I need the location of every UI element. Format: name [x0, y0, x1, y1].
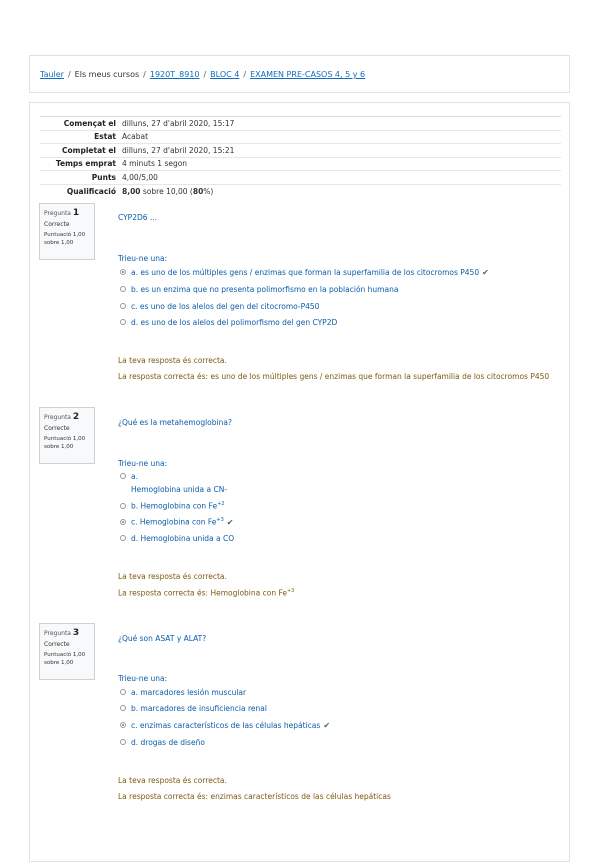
right-answer-2: [118, 588, 294, 598]
radio-icon[interactable]: [120, 503, 126, 509]
correct-check-icon: ✔: [323, 721, 331, 730]
radio-selected-icon[interactable]: [120, 722, 126, 728]
breadcrumb-link-tauler[interactable]: Tauler: [40, 70, 64, 79]
answer-prompt-3: Trieu-ne una:: [118, 674, 168, 683]
superscript: +3: [286, 588, 295, 594]
summary-row-state: [40, 130, 561, 144]
correct-check-icon: ✔: [226, 517, 234, 527]
answer-option-3d[interactable]: [120, 738, 205, 747]
breadcrumb-bar: [29, 55, 570, 93]
question-info-3: [39, 623, 95, 680]
question-number: 1: [72, 208, 80, 218]
question-state: Correcte: [44, 641, 70, 649]
summary-value: dilluns, 27 d'abril 2020, 15:17: [122, 118, 235, 128]
feedback-2: La teva resposta és correcta.: [118, 572, 227, 581]
main-region: [29, 102, 570, 862]
summary-row-started: [40, 117, 561, 131]
question-grade-max: sobre 1,00: [44, 239, 74, 246]
option-label: d. Hemoglobina unida a CO: [131, 534, 235, 543]
option-label: c. enzimas característicos de las células hepáticas: [131, 721, 321, 730]
grade-percent: 80: [192, 186, 204, 196]
radio-icon[interactable]: [120, 473, 126, 479]
radio-icon[interactable]: [120, 705, 126, 711]
breadcrumb-separator: /: [203, 70, 207, 79]
question-number: 3: [72, 628, 80, 638]
summary-row-grade: [40, 184, 561, 198]
feedback-3: La teva resposta és correcta.: [118, 776, 227, 785]
summary-value: dilluns, 27 d'abril 2020, 15:21: [122, 145, 235, 155]
answer-option-1a[interactable]: [120, 268, 489, 277]
answer-option-3a[interactable]: [120, 688, 246, 697]
answer-option-1c[interactable]: [120, 302, 319, 311]
question-grade: Puntuació 1,00: [44, 652, 86, 659]
option-label: c. es uno de los alelos del gen del citocromo-P450: [131, 302, 320, 311]
summary-value: [122, 184, 561, 198]
option-label: a. marcadores lesión muscular: [131, 688, 247, 697]
radio-icon[interactable]: [120, 535, 126, 541]
question-grade-max: sobre 1,00: [44, 659, 74, 666]
question-state: Correcte: [44, 221, 70, 229]
feedback-1: La teva resposta és correcta.: [118, 356, 227, 365]
answer-option-2a[interactable]: [120, 472, 138, 481]
summary-row-time: [40, 157, 561, 171]
summary-label: Completat el: [62, 145, 116, 155]
radio-icon[interactable]: [120, 319, 126, 325]
option-label: a. es uno de los múltiples gens / enzimas que forman la superfamilia de los citocromos P450: [131, 268, 480, 277]
breadcrumb-link-course[interactable]: 1920T_8910: [149, 70, 200, 79]
option-label: b. Hemoglobina con Fe: [131, 501, 218, 511]
answer-prompt-1: Trieu-ne una:: [118, 254, 168, 263]
question-grade: Puntuació 1,00: [44, 232, 86, 239]
summary-value: 4,00/5,00: [122, 172, 158, 182]
breadcrumb-link-bloc[interactable]: BLOC 4: [210, 70, 240, 79]
answer-option-2a-text: Hemoglobina unida a CN-: [131, 485, 228, 494]
question-label: Pregunta: [44, 630, 71, 637]
question-label: Pregunta: [44, 414, 71, 421]
question-text-1: CYP2D6 ...: [118, 213, 158, 222]
breadcrumb-separator: /: [243, 70, 247, 79]
right-answer-1: La resposta correcta és: es uno de los múltiples gens / enzimas que forman la superfamilia de los citocromos P450: [118, 372, 550, 381]
question-grade: Puntuació 1,00: [44, 436, 86, 443]
breadcrumb: [40, 70, 365, 79]
summary-label: Temps emprat: [55, 159, 116, 169]
superscript: +2: [217, 501, 225, 507]
breadcrumb-separator: /: [143, 70, 146, 79]
option-label: c. Hemoglobina con Fe: [131, 517, 217, 527]
question-text-3: ¿Qué son ASAT y ALAT?: [118, 634, 207, 643]
answer-option-1d[interactable]: [120, 318, 337, 327]
breadcrumb-item-my-courses: Els meus cursos: [74, 70, 140, 79]
radio-icon[interactable]: [120, 739, 126, 745]
superscript: +3: [216, 517, 224, 523]
answer-option-3c[interactable]: [120, 721, 330, 730]
question-text-2: ¿Qué es la metahemoglobina?: [118, 418, 232, 427]
summary-label: Començat el: [63, 118, 116, 128]
question-label: Pregunta: [44, 210, 71, 217]
radio-icon[interactable]: [120, 286, 126, 292]
summary-value: 4 minuts 1 segon: [122, 159, 188, 169]
summary-value: Acabat: [122, 132, 149, 142]
right-answer-text: La resposta correcta és: Hemoglobina con Fe: [118, 588, 287, 598]
question-info-2: [39, 407, 95, 464]
radio-selected-icon[interactable]: [120, 519, 126, 525]
question-grade-max: sobre 1,00: [44, 443, 74, 450]
grade-value: 8,00: [122, 186, 141, 196]
radio-icon[interactable]: [120, 689, 126, 695]
radio-icon[interactable]: [120, 303, 126, 309]
radio-selected-icon[interactable]: [120, 269, 126, 275]
option-label: d. es uno de los alelos del polimorfismo del gen CYP2D: [131, 318, 338, 327]
answer-option-2d[interactable]: [120, 534, 234, 543]
summary-row-marks: [40, 171, 561, 185]
summary-label: Estat: [94, 132, 116, 142]
correct-check-icon: ✔: [482, 268, 489, 277]
summary-label: Punts: [91, 172, 116, 182]
breadcrumb-separator: /: [67, 70, 71, 79]
answer-option-2b[interactable]: [120, 501, 224, 511]
option-label: d. drogas de diseño: [131, 738, 205, 747]
answer-prompt-2: Trieu-ne una:: [118, 459, 168, 468]
summary-label: Qualificació: [66, 186, 116, 196]
option-label: b. es un enzima que no presenta polimorfismo en la población humana: [131, 285, 399, 294]
answer-option-3b[interactable]: [120, 704, 267, 713]
answer-option-1b[interactable]: [120, 285, 398, 294]
grade-out-of: sobre 10,00 (: [140, 186, 193, 196]
answer-option-2c[interactable]: [120, 517, 234, 527]
option-label: b. marcadores de insuficiencia renal: [131, 704, 267, 713]
question-state: Correcte: [44, 425, 70, 433]
grade-percent-end: %): [203, 186, 214, 196]
question-number: 2: [72, 412, 80, 422]
option-label: a.: [131, 472, 138, 481]
question-info-1: [39, 203, 95, 260]
attempt-summary-table: [40, 116, 561, 198]
right-answer-3: La resposta correcta és: enzimas característicos de las células hepáticas: [118, 792, 391, 801]
summary-row-completed: [40, 144, 561, 158]
breadcrumb-link-exam[interactable]: EXAMEN PRE-CASOS 4, 5 y 6: [250, 70, 366, 79]
